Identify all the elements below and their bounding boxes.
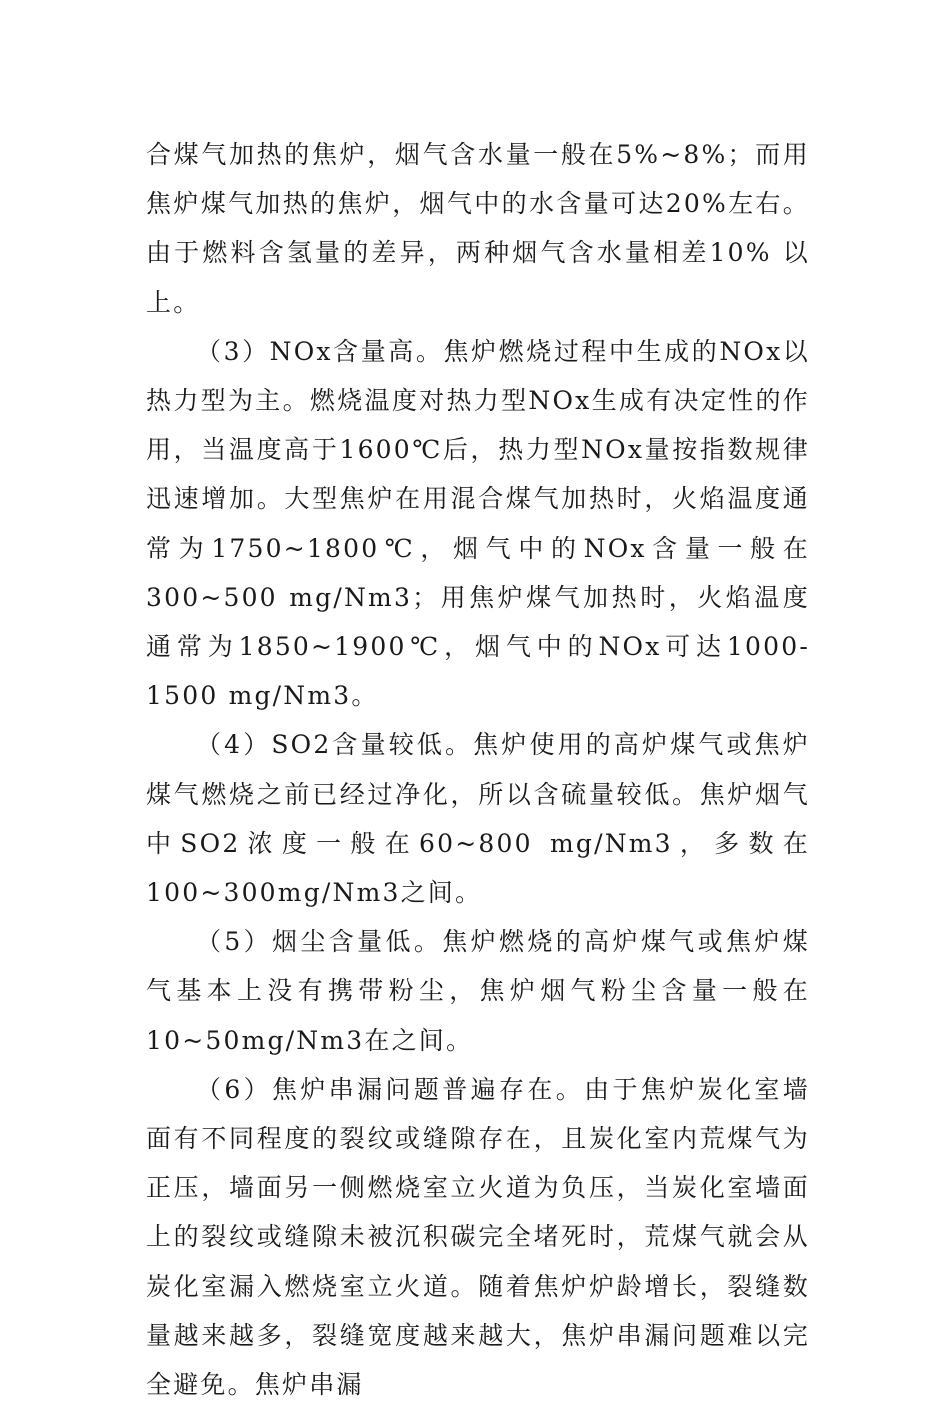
paragraph-so2: （4）SO2含量较低。焦炉使用的高炉煤气或焦炉煤气燃烧之前已经过净化，所以含硫量较低。焦炉烟气中SO2浓度一般在60~800 mg/Nm3，多数在100~300mg/Nm3之间。 — [146, 730, 810, 908]
paragraph-continuation: 合煤气加热的焦炉，烟气含水量一般在5%~8%；而用焦炉煤气加热的焦炉，烟气中的水含量可达20%左右。由于燃料含氢量的差异，两种烟气含水量相差10% 以上。 — [146, 140, 810, 317]
paragraph-nox: （3）NOx含量高。焦炉燃烧过程中生成的NOx以热力型为主。燃烧温度对热力型NOx生成有决定性的作用，当温度高于1600℃后，热力型NOx量按指数规律迅速增加。大型焦炉在用混合煤气加热时，火焰温度通常为1750~1800℃，烟气中的NOx含量一般在300~500 mg/Nm3；用焦炉煤气加热时，火焰温度通常为1850~1900℃，烟气中的NOx可达1000-1500 mg/Nm3。 — [146, 336, 810, 711]
document-body — [146, 130, 810, 1409]
paragraph-leakage: （6）焦炉串漏问题普遍存在。由于焦炉炭化室墙面有不同程度的裂纹或缝隙存在，且炭化室内荒煤气为正压，墙面另一侧燃烧室立火道为负压，当炭化室墙面上的裂纹或缝隙未被沉积碳完全堵死时，荒煤气就会从炭化室漏入燃烧室立火道。随着焦炉炉龄增长，裂缝数量越来越多，裂缝宽度越来越大，焦炉串漏问题难以完全避免。焦炉串漏 — [146, 1074, 810, 1400]
paragraph-dust: （5）烟尘含量低。焦炉燃烧的高炉煤气或焦炉煤气基本上没有携带粉尘，焦炉烟气粉尘含量一般在10~50mg/Nm3在之间。 — [146, 927, 810, 1055]
